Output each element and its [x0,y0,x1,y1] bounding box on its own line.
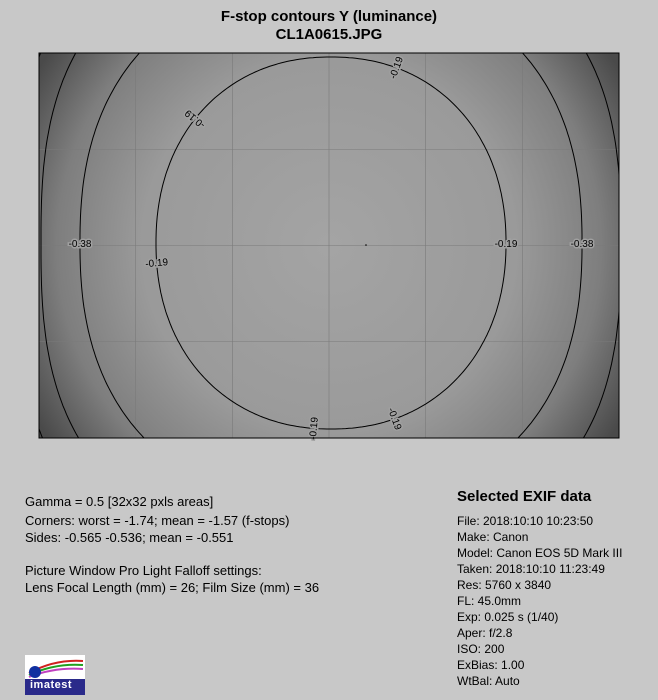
contour-label: -0.19 [385,406,404,432]
exif-row: Exp: 0.025 s (1/40) [457,610,559,624]
stat-corners: Corners: worst = -1.74; mean = -1.57 (f-stops) [25,513,290,528]
contour-label: -0.19 [307,416,321,441]
logo-text: imatest [30,679,73,691]
exif-row: File: 2018:10:10 10:23:50 [457,514,594,528]
exif-row: Model: Canon EOS 5D Mark III [457,546,623,560]
exif-title: Selected EXIF data [457,488,592,505]
contour-label: -0.38 [68,239,92,250]
exif-row: ISO: 200 [457,642,505,656]
exif-row: Res: 5760 x 3840 [457,578,552,592]
exif-row: Taken: 2018:10:10 11:23:49 [457,562,605,576]
stat-lens: Lens Focal Length (mm) = 26; Film Size (mm) = 36 [25,580,320,595]
contour-label: -0.19 [183,107,208,131]
exif-row: ExBias: 1.00 [457,658,525,672]
stat-gamma: Gamma = 0.5 [32x32 pxls areas] [25,494,214,509]
chart-subtitle: CL1A0615.JPG [275,26,383,43]
stat-pw-settings: Picture Window Pro Light Falloff settings: [25,563,262,578]
chart-title: F-stop contours Y (luminance) [220,8,438,25]
exif-row: WtBal: Auto [457,674,520,688]
contour-label: -0.38 [570,239,594,250]
exif-row: Aper: f/2.8 [457,626,513,640]
center-dot [365,244,367,246]
stat-sides: Sides: -0.565 -0.536; mean = -0.551 [25,530,234,545]
contour-label: -0.19 [144,257,169,271]
contour-label: -0.19 [494,239,518,250]
exif-row: Make: Canon [457,530,529,544]
exif-row: FL: 45.0mm [457,594,522,608]
contour-label: -0.19 [387,55,406,81]
